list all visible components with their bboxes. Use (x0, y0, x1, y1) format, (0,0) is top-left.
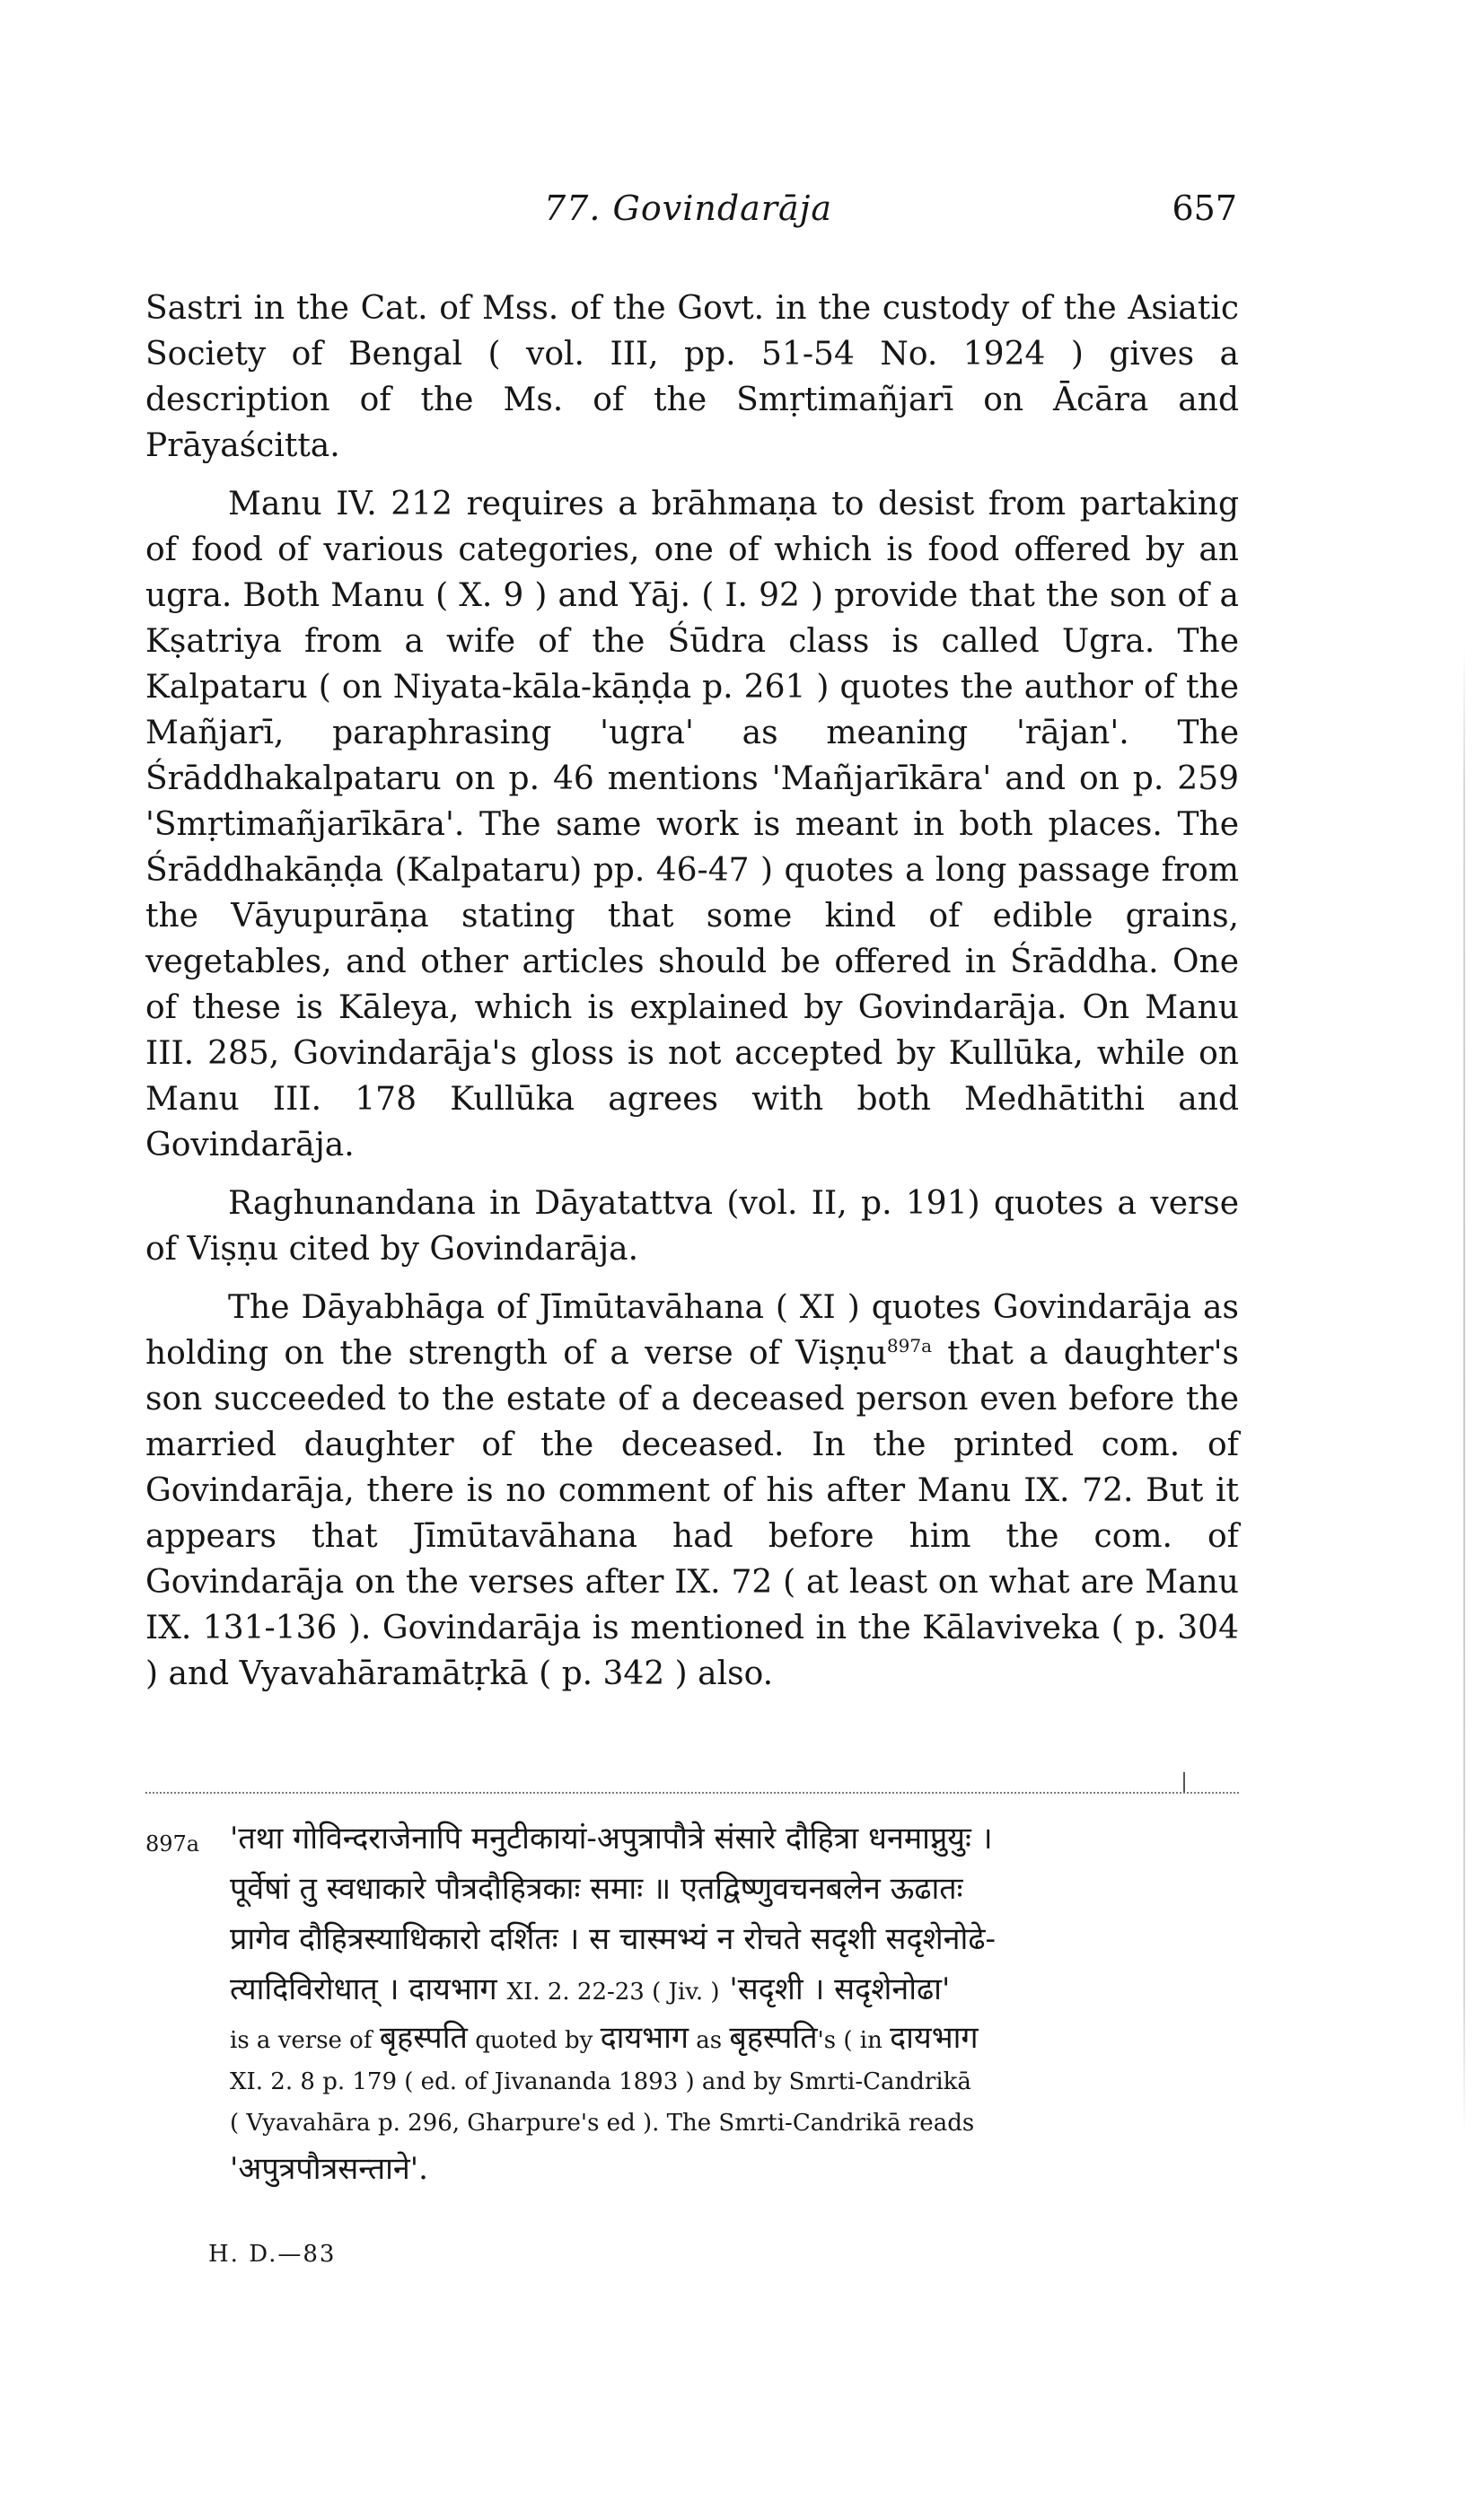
footnote-line-5-b: बृहस्पति (379, 2020, 468, 2056)
footnote-line-4-b: XI. 2. 22-23 ( Jiv. ) (506, 1979, 720, 2006)
footnote-marker: 897a (145, 1831, 200, 1857)
paragraph-4-text-b: that a daughter's son succeeded to the estate of a deceased person even before the married daughter of the deceased. In the printed com. of Govindarāja, there is no comment of his after Manu IX. 72. But it appears that Jīmūtavāhana had before him the com. of Govindarāja on the verses after IX. 72 ( at least on what are Manu IX. 131-136 ). Govindarāja is mentioned in the Kālaviveka ( p. 304 ) and Vyavahāramātṛkā ( p. 342 ) also. (145, 1335, 1239, 1692)
footnote-lines (230, 1813, 1239, 2194)
footnote (145, 1813, 1239, 2194)
footnote-line-5-d: दायभाग (600, 2020, 689, 2056)
paragraph-4 (145, 1285, 1239, 1697)
footnote-line-5 (230, 2017, 1239, 2061)
rule-tick (1183, 1772, 1185, 1792)
paragraph-3: Raghunandana in Dāyatattva (vol. II, p. 191) quotes a verse of Viṣṇu cited by Govindarāja. (145, 1185, 1239, 1268)
footnote-line-4-a: त्यादिविरोधात् । दायभाग (230, 1971, 507, 2007)
footnote-line-8: 'अपुत्रपौत्रसन्ताने'. (230, 2151, 428, 2187)
footnote-line-5-a: is a verse of (230, 2027, 380, 2054)
footnote-line-5-e: as (689, 2027, 730, 2054)
footnote-line-5-g: 's ( in (817, 2027, 891, 2054)
footnote-line-4 (230, 1964, 1239, 2017)
footnote-line-5-h: दायभाग (890, 2020, 979, 2056)
page-number: 657 (1172, 189, 1237, 228)
running-head (149, 189, 1237, 233)
footnote-line-4-c: 'सदृशी । सदृशेनोढा' (719, 1971, 951, 2007)
footnote-line-5-f: बृहस्पति (729, 2020, 818, 2056)
footnote-line-6: XI. 2. 8 p. 179 ( ed. of Jivananda 1893 ) and by Smrti-Candrikā (230, 2068, 971, 2095)
footnote-line-1: 'तथा गोविन्दराजेनापि मनुटीकायां-अपुत्रापौत्रे संसारे दौहित्रा धनमाप्नुयुः । (230, 1821, 993, 1857)
running-title: 77. Govindarāja (544, 189, 833, 228)
footnote-line-5-c: quoted by (467, 2027, 601, 2054)
footnote-reference[interactable]: 897a (886, 1335, 933, 1356)
body-text (145, 285, 1239, 1709)
paragraph-4-text-a: The Dāyabhāga of Jīmūtavāhana ( XI ) quotes Govindarāja as holding on the strength of a verse of Viṣṇu (145, 1289, 1239, 1372)
footnote-rule (145, 1792, 1239, 1794)
page-crease (1463, 646, 1465, 2137)
footnote-line-7: ( Vyavahāra p. 296, Gharpure's ed ). The Smrti-Candrikā reads (230, 2110, 975, 2137)
signature-mark: H. D.—83 (208, 2241, 337, 2268)
footnote-line-3: प्रागेव दौहित्रस्याधिकारो दर्शितः । स चास्मभ्यं न रोचते सदृशी सदृशेनोढे- (230, 1921, 996, 1957)
paragraph-2: Manu IV. 212 requires a brāhmaṇa to desist from partaking of food of various categories, one of which is food offered by an ugra. Both Manu ( X. 9 ) and Yāj. ( I. 92 ) provide that the son of a Kṣatriya from a wife of the Śūdra class is called Ugra. The Kalpataru ( on Niyata-kāla-kāṇḍa p. 261 ) quotes the author of the Mañjarī, paraphrasing 'ugra' as meaning 'rājan'. The Śrāddhakalpataru on p. 46 mentions 'Mañjarīkāra' and on p. 259 'Smṛtimañjarīkāra'. The same work is meant in both places. The Śrāddhakāṇḍa (Kalpataru) pp. 46-47 ) quotes a long passage from the Vāyupurāṇa stating that some kind of edible grains, vegetables, and other articles should be offered in Śrāddha. One of these is Kāleya, which is explained by Govindarāja. On Manu III. 285, Govindarāja's gloss is not accepted by Kullūka, while on Manu III. 178 Kullūka agrees with both Medhātithi and Govindarāja. (145, 486, 1239, 1163)
footnote-line-2: पूर्वेषां तु स्वधाकारे पौत्रदौहित्रकाः समाः ॥ एतद्विष्णुवचनबलेन ऊढातः (230, 1871, 963, 1907)
paragraph-1: Sastri in the Cat. of Mss. of the Govt. in the custody of the Asiatic Society of Bengal ( vol. III, pp. 51-54 No. 1924 ) gives a description of the Ms. of the Smṛtimañjarī on Ācāra and Prāyaścitta. (145, 290, 1239, 464)
